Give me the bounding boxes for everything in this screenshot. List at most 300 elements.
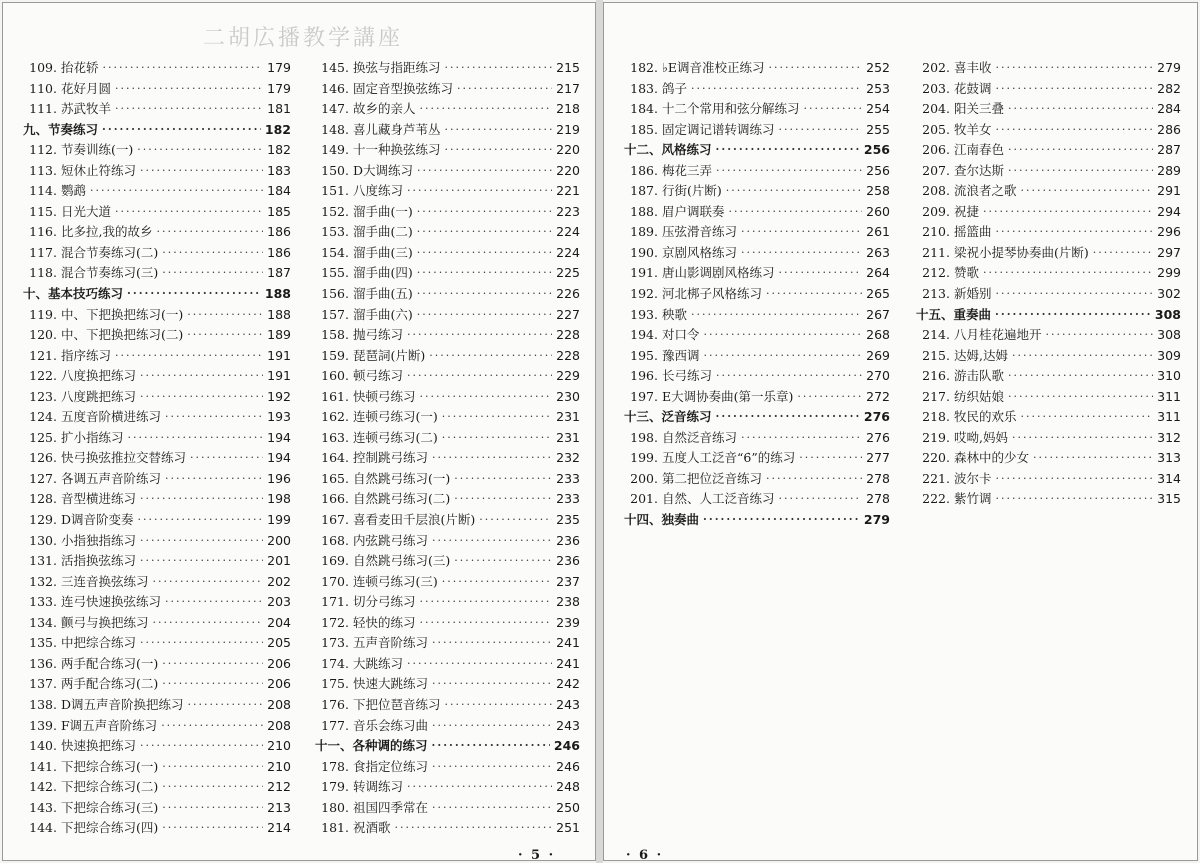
toc-entry-number: 204. [922, 101, 950, 117]
toc-entry-title: 转调练习 [353, 779, 404, 795]
toc-entry-number: 135. [29, 635, 57, 651]
toc-entry-number: 175. [321, 676, 349, 692]
toc-entry [916, 140, 1181, 161]
toc-leader-dots [1021, 181, 1154, 202]
toc-leader-dots [138, 510, 264, 531]
toc-entry-title: 京剧风格练习 [662, 244, 738, 260]
toc-entry-page: 251 [556, 820, 580, 836]
toc-entry-title: 豫西调 [662, 347, 700, 363]
toc-entry-title: 梁祝小提琴协奏曲(片断) [954, 244, 1089, 260]
toc-entry-number: 112. [29, 142, 57, 158]
toc-leader-dots [140, 633, 263, 654]
toc-entry [23, 325, 291, 346]
toc-entry-page: 201 [267, 553, 291, 569]
toc-chapter-heading [624, 407, 890, 428]
toc-entry [624, 79, 890, 100]
toc-entry-title: 日光大道 [61, 203, 112, 219]
toc-leader-dots [128, 428, 264, 449]
toc-entry [23, 58, 291, 79]
toc-entry-number: 218. [922, 409, 950, 425]
toc-entry-title: 抛弓练习 [353, 327, 404, 343]
toc-entry-title: 顿弓练习 [353, 368, 404, 384]
toc-entry-page: 279 [1157, 60, 1181, 75]
toc-entry [23, 161, 291, 182]
toc-entry-page: 192 [267, 388, 291, 404]
toc-entry-title: D调五声音阶换把练习 [61, 696, 184, 712]
toc-chapter-heading [23, 120, 291, 141]
toc-entry-title: 大跳练习 [353, 655, 404, 671]
toc-entry [624, 243, 890, 264]
toc-entry-page: 186 [267, 244, 291, 260]
toc-leader-dots [420, 99, 553, 120]
toc-leader-dots [140, 489, 263, 510]
toc-entry-title: E大调协奏曲(第一乐章) [662, 388, 794, 404]
toc-entry-number: 152. [321, 203, 349, 219]
toc-entry [315, 757, 580, 778]
toc-leader-dots [156, 222, 263, 243]
toc-entry [315, 674, 580, 695]
toc-entry [315, 489, 580, 510]
toc-entry-title: 混合节奏练习(三) [61, 265, 159, 281]
toc-entry [23, 387, 291, 408]
toc-entry [23, 448, 291, 469]
toc-entry-title: 八度跳把练习 [61, 388, 137, 404]
toc-entry [624, 263, 890, 284]
toc-leader-dots [140, 551, 263, 572]
toc-entry-page: 286 [1157, 121, 1181, 137]
toc-leader-dots [457, 79, 552, 100]
toc-entry-page: 188 [267, 306, 291, 322]
toc-leader-dots [1008, 99, 1153, 120]
toc-entry [315, 120, 580, 141]
toc-entry-number: 172. [321, 614, 349, 630]
toc-entry-page: 213 [267, 799, 291, 815]
toc-entry-title: 泛音练习 [661, 409, 712, 425]
toc-entry-title: 抬花轿 [61, 60, 99, 75]
toc-leader-dots [153, 572, 264, 593]
toc-entry-title: 中、下把换把练习(一) [61, 306, 184, 322]
toc-entry-page: 250 [556, 799, 580, 815]
toc-entry-title: 游击队歌 [954, 368, 1005, 384]
toc-entry-number: 205. [922, 121, 950, 137]
toc-entry-page: 196 [267, 470, 291, 486]
toc-entry [916, 120, 1181, 141]
toc-entry-page: 179 [267, 80, 291, 96]
toc-entry-number: 179. [321, 779, 349, 795]
toc-entry-title: 短休止符练习 [61, 162, 137, 178]
toc-leader-dots [432, 633, 552, 654]
toc-entry-number: 127. [29, 470, 57, 486]
toc-leader-dots [983, 263, 1153, 284]
toc-entry-page: 291 [1157, 183, 1181, 199]
toc-entry-title: 达姆,达姆 [954, 347, 1008, 363]
toc-entry-number: 192. [630, 286, 658, 302]
toc-leader-dots [165, 469, 263, 490]
toc-entry-title: 梅花三弄 [662, 162, 713, 178]
toc-leader-dots [432, 757, 552, 778]
toc-entry [916, 428, 1181, 449]
toc-leader-dots [691, 305, 862, 326]
toc-entry [916, 407, 1181, 428]
toc-leader-dots [799, 448, 862, 469]
toc-entry-title: 河北梆子风格练习 [662, 286, 763, 302]
toc-leader-dots [1093, 243, 1153, 264]
toc-entry-page: 241 [556, 635, 580, 651]
toc-leader-dots [454, 489, 552, 510]
toc-entry-number: 129. [29, 512, 57, 528]
toc-entry-number: 196. [630, 368, 658, 384]
toc-entry-number: 217. [922, 388, 950, 404]
toc-entry-page: 313 [1157, 450, 1181, 466]
toc-leader-dots [90, 181, 263, 202]
toc-entry-page: 260 [866, 203, 890, 219]
toc-entry-page: 282 [1157, 80, 1181, 96]
toc-entry-number: 119. [29, 306, 57, 322]
toc-entry-number: 193. [630, 306, 658, 322]
toc-entry-number: 136. [29, 655, 57, 671]
toc-entry [916, 284, 1181, 305]
toc-entry [624, 99, 890, 120]
toc-entry-title: 花好月圆 [61, 80, 112, 96]
toc-entry [624, 366, 890, 387]
toc-entry [315, 777, 580, 798]
toc-entry-page: 182 [264, 121, 291, 137]
toc-leader-dots [420, 613, 553, 634]
toc-entry-page: 276 [866, 429, 890, 445]
toc-entry-title: 中把综合练习 [61, 635, 137, 651]
toc-entry-page: 267 [866, 306, 890, 322]
toc-entry-page: 269 [866, 347, 890, 363]
toc-entry-number: 174. [321, 655, 349, 671]
toc-entry-title: 第二把位泛音练习 [662, 470, 763, 486]
toc-entry-number: 151. [321, 183, 349, 199]
toc-entry-number: 203. [922, 80, 950, 96]
toc-leader-dots [741, 222, 862, 243]
toc-leader-dots [995, 305, 1151, 326]
toc-entry [916, 263, 1181, 284]
toc-entry-title: 长弓练习 [662, 368, 713, 384]
toc-leader-dots [417, 222, 552, 243]
toc-leader-dots [996, 284, 1154, 305]
toc-entry [916, 58, 1181, 79]
toc-entry [315, 243, 580, 264]
toc-entry-page: 268 [866, 327, 890, 343]
toc-leader-dots [704, 325, 863, 346]
toc-entry-title: 溜手曲(二) [353, 224, 413, 240]
toc-leader-dots [140, 531, 263, 552]
toc-entry-number: 133. [29, 594, 57, 610]
toc-entry-title: 音乐会练习曲 [353, 717, 429, 733]
toc-entry-number: 199. [630, 450, 658, 466]
toc-entry-number: 140. [29, 738, 57, 754]
toc-entry-number: 182. [630, 60, 658, 75]
toc-entry-number: 169. [321, 553, 349, 569]
toc-entry-number: 198. [630, 429, 658, 445]
toc-entry-page: 254 [866, 101, 890, 117]
toc-entry-page: 215 [556, 60, 580, 75]
toc-entry-title: 鹦鹉 [61, 183, 87, 199]
toc-entry [315, 695, 580, 716]
toc-leader-dots [162, 757, 263, 778]
toc-entry [23, 305, 291, 326]
toc-entry-number: 115. [29, 203, 57, 219]
toc-entry [23, 633, 291, 654]
toc-entry-page: 219 [556, 121, 580, 137]
toc-entry-number: 109. [29, 60, 57, 75]
toc-entry-page: 265 [866, 286, 890, 302]
toc-entry [23, 222, 291, 243]
toc-entry-page: 243 [556, 717, 580, 733]
toc-entry-title: 下把综合练习(二) [61, 779, 159, 795]
toc-entry-number: 185. [630, 121, 658, 137]
toc-leader-dots [442, 428, 552, 449]
toc-entry-page: 193 [267, 409, 291, 425]
toc-entry-title: 固定音型换弦练习 [353, 80, 454, 96]
right-page [603, 2, 1198, 861]
toc-entry-page: 243 [556, 696, 580, 712]
toc-entry-page: 184 [267, 183, 291, 199]
toc-entry-page: 278 [866, 470, 890, 486]
toc-leader-dots [703, 510, 860, 531]
toc-entry [23, 99, 291, 120]
toc-entry-page: 232 [556, 450, 580, 466]
toc-entry-page: 199 [267, 512, 291, 528]
toc-entry-title: 鸽子 [662, 80, 688, 96]
toc-leader-dots [766, 469, 862, 490]
toc-entry [315, 79, 580, 100]
toc-leader-dots [445, 695, 553, 716]
toc-entry-page: 206 [267, 655, 291, 671]
toc-leader-dots [162, 263, 263, 284]
toc-leader-dots [165, 592, 263, 613]
toc-leader-dots [137, 140, 263, 161]
toc-leader-dots [417, 202, 552, 223]
toc-entry [23, 531, 291, 552]
toc-entry-title: 对口令 [662, 327, 700, 343]
toc-entry-number: 212. [922, 265, 950, 281]
toc-entry [23, 592, 291, 613]
toc-entry-page: 225 [556, 265, 580, 281]
toc-entry-page: 236 [556, 553, 580, 569]
toc-entry-page: 208 [267, 717, 291, 733]
toc-entry-title: 行街(片断) [662, 183, 722, 199]
toc-entry-title: 节奏练习 [48, 121, 99, 137]
toc-entry-page: 231 [556, 429, 580, 445]
toc-entry-page: 183 [267, 162, 291, 178]
toc-entry-number: 110. [29, 80, 57, 96]
toc-entry [23, 757, 291, 778]
toc-entry-page: 297 [1157, 244, 1181, 260]
toc-entry-page: 311 [1157, 409, 1181, 425]
toc-column-left-2 [315, 58, 580, 839]
toc-entry-page: 203 [267, 594, 291, 610]
toc-entry [315, 140, 580, 161]
toc-leader-dots [162, 654, 263, 675]
toc-entry-title: 独奏曲 [661, 512, 700, 528]
toc-leader-dots [115, 99, 263, 120]
toc-entry-number: 121. [29, 347, 57, 363]
toc-entry-title: 换弦与指距练习 [353, 60, 441, 75]
toc-entry [315, 325, 580, 346]
toc-entry-title: 连顿弓练习(二) [353, 429, 438, 445]
toc-entry-number: 165. [321, 470, 349, 486]
toc-entry-title: 轻快的练习 [353, 614, 416, 630]
toc-entry [23, 572, 291, 593]
toc-entry-title: 森林中的少女 [954, 450, 1030, 466]
toc-leader-dots [162, 674, 263, 695]
toc-entry-number: 114. [29, 183, 57, 199]
toc-leader-dots [996, 222, 1154, 243]
toc-entry-title: 五声音阶练习 [353, 635, 429, 651]
toc-entry-title: 重奏曲 [953, 306, 992, 322]
toc-entry [916, 202, 1181, 223]
toc-entry-number: 187. [630, 183, 658, 199]
toc-leader-dots [417, 243, 552, 264]
toc-entry-number: 130. [29, 532, 57, 548]
toc-entry-number: 160. [321, 368, 349, 384]
toc-chapter-heading [916, 305, 1181, 326]
toc-entry-number: 195. [630, 347, 658, 363]
toc-entry-page: 263 [866, 244, 890, 260]
toc-entry [624, 428, 890, 449]
toc-entry-page: 287 [1157, 142, 1181, 158]
toc-entry-page: 242 [556, 676, 580, 692]
toc-entry-number: 209. [922, 203, 950, 219]
toc-entry-number: 144. [29, 820, 57, 836]
toc-entry-page: 191 [267, 347, 291, 363]
toc-leader-dots [729, 202, 863, 223]
toc-entry [315, 510, 580, 531]
toc-leader-dots [165, 407, 263, 428]
toc-leader-dots [432, 448, 552, 469]
page-number-left: · 5 · [518, 848, 556, 861]
toc-entry [23, 202, 291, 223]
toc-leader-dots [417, 161, 552, 182]
toc-entry-number: 123. [29, 388, 57, 404]
toc-entry-number: 120. [29, 327, 57, 343]
toc-entry-number: 157. [321, 306, 349, 322]
toc-entry-page: 277 [866, 450, 890, 466]
toc-leader-dots [741, 428, 862, 449]
toc-entry-title: 祝酒歌 [353, 820, 391, 836]
toc-leader-dots [716, 407, 860, 428]
toc-entry [23, 510, 291, 531]
toc-leader-dots [115, 202, 263, 223]
toc-entry [315, 654, 580, 675]
toc-entry-title: 八度换把练习 [61, 368, 137, 384]
toc-leader-dots [442, 407, 552, 428]
toc-entry-page: 231 [556, 409, 580, 425]
toc-entry-number: 222. [922, 491, 950, 507]
toc-entry-page: 261 [866, 224, 890, 240]
toc-entry-page: 299 [1157, 265, 1181, 281]
toc-entry-page: 270 [866, 368, 890, 384]
toc-entry-number: 164. [321, 450, 349, 466]
toc-entry-page: 220 [556, 142, 580, 158]
toc-entry-title: 十一种换弦练习 [353, 142, 441, 158]
toc-entry-number: 200. [630, 470, 658, 486]
toc-entry-number: 178. [321, 758, 349, 774]
toc-entry [624, 202, 890, 223]
toc-entry-page: 296 [1157, 224, 1181, 240]
toc-entry [23, 243, 291, 264]
toc-entry [624, 58, 890, 79]
toc-leader-dots [417, 305, 552, 326]
toc-leader-dots [417, 263, 552, 284]
toc-leader-dots [996, 469, 1154, 490]
toc-leader-dots [161, 716, 263, 737]
toc-column-left-1 [23, 58, 291, 839]
toc-entry-page: 204 [267, 614, 291, 630]
toc-entry-title: 花鼓调 [954, 80, 992, 96]
toc-entry-title: 三连音换弦练习 [61, 573, 149, 589]
toc-leader-dots [162, 818, 263, 839]
toc-leader-dots [766, 284, 862, 305]
toc-entry-page: 246 [556, 758, 580, 774]
toc-entry [916, 161, 1181, 182]
toc-entry [624, 346, 890, 367]
toc-entry-page: 308 [1154, 306, 1181, 322]
toc-entry [23, 366, 291, 387]
toc-entry [315, 798, 580, 819]
toc-leader-dots [704, 346, 863, 367]
toc-entry [315, 613, 580, 634]
toc-entry-number: 125. [29, 429, 57, 445]
toc-leader-dots [1021, 407, 1154, 428]
toc-entry [315, 716, 580, 737]
toc-entry-number: 124. [29, 409, 57, 425]
toc-leader-dots [420, 592, 553, 613]
toc-entry-number: 139. [29, 717, 57, 733]
book-gutter [596, 0, 603, 863]
toc-entry [916, 448, 1181, 469]
toc-entry-page: 227 [556, 306, 580, 322]
toc-leader-dots [479, 510, 552, 531]
toc-entry-title: 八度练习 [353, 183, 404, 199]
toc-entry-number: 186. [630, 162, 658, 178]
toc-entry [315, 366, 580, 387]
toc-entry [23, 798, 291, 819]
toc-entry [23, 140, 291, 161]
toc-column-right-2 [916, 58, 1181, 510]
toc-leader-dots [769, 58, 863, 79]
toc-leader-dots [1012, 346, 1153, 367]
toc-entry [315, 551, 580, 572]
page-number-right: · 6 · [626, 848, 664, 861]
toc-leader-dots [983, 202, 1153, 223]
toc-entry [916, 181, 1181, 202]
toc-entry-number: 141. [29, 758, 57, 774]
toc-entry-page: 228 [556, 347, 580, 363]
toc-entry-title: 各调五声音阶练习 [61, 470, 162, 486]
toc-entry [916, 79, 1181, 100]
toc-entry-title: 颤弓与换把练习 [61, 614, 149, 630]
toc-entry-number: 173. [321, 635, 349, 651]
toc-leader-dots [779, 263, 863, 284]
toc-entry-page: 314 [1157, 470, 1181, 486]
toc-entry-page: 188 [264, 286, 291, 302]
toc-entry-title: 溜手曲(六) [353, 306, 413, 322]
toc-entry-title: 食指定位练习 [353, 758, 429, 774]
toc-entry-number: 176. [321, 696, 349, 712]
toc-leader-dots [691, 79, 862, 100]
toc-leader-dots [1008, 140, 1153, 161]
toc-entry-page: 308 [1157, 327, 1181, 343]
toc-entry-number: 十五、 [916, 306, 954, 322]
toc-leader-dots [407, 325, 552, 346]
toc-entry-number: 171. [321, 594, 349, 610]
toc-entry-page: 194 [267, 450, 291, 466]
